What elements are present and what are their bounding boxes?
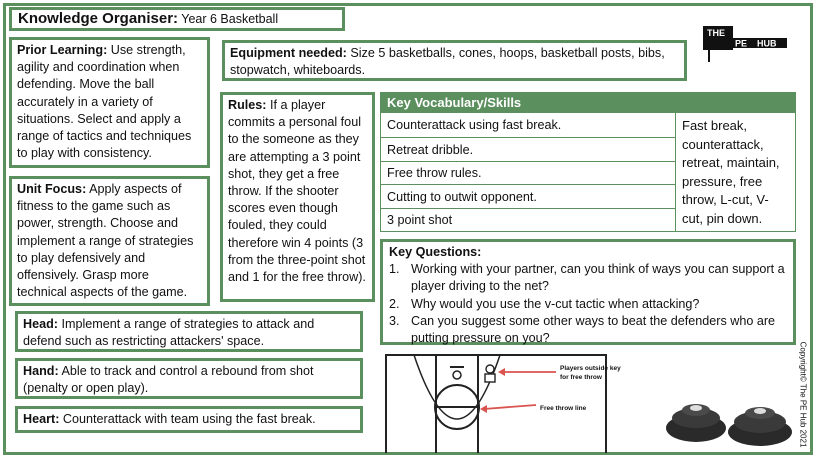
- question-number: 2.: [389, 296, 400, 311]
- arrow-icon: [498, 368, 505, 376]
- question-number: 3.: [389, 313, 400, 328]
- label-free-throw-line: Free throw line: [540, 405, 587, 412]
- heart-box: [15, 406, 363, 433]
- logo-pe: PE: [735, 38, 748, 49]
- arrow-icon: [480, 405, 487, 413]
- vocab-heading: Key Vocabulary/Skills: [381, 93, 795, 113]
- prior-learning-box: [9, 37, 210, 168]
- pe-hub-logo: [703, 24, 787, 64]
- heart-label: Heart:: [23, 412, 60, 426]
- question-text: Why would you use the v-cut tactic when attacking?: [411, 296, 700, 311]
- page-title: [9, 7, 345, 31]
- cones-image: [662, 388, 796, 450]
- equipment-box: [222, 40, 687, 81]
- unit-focus-label: Unit Focus:: [17, 182, 87, 196]
- hand-box: [15, 358, 363, 399]
- title-sub: Year 6 Basketball: [181, 12, 279, 26]
- unit-focus-box: [9, 176, 210, 306]
- copyright-notice: [796, 340, 808, 450]
- vocab-row: Retreat dribble.: [381, 137, 675, 161]
- question-number: 1.: [389, 262, 400, 277]
- equipment-label: Equipment needed:: [230, 46, 347, 60]
- logo-hub: HUB: [757, 38, 777, 49]
- hand-text: Able to track and control a rebound from shot (penalty or open play).: [23, 364, 314, 396]
- label-key: Players outside key for free throw: [560, 365, 621, 381]
- prior-learning-label: Prior Learning:: [17, 43, 108, 57]
- rules-box: [220, 92, 375, 302]
- question-item: [389, 261, 787, 295]
- logo-the: THE: [707, 28, 725, 38]
- title-main: Knowledge Organiser:: [18, 10, 179, 27]
- equipment-text: Size 5 basketballs, cones, hoops, basketball posts, bibs, stopwatch, whiteboards.: [230, 46, 665, 78]
- question-item: [389, 296, 787, 313]
- vocab-table: [380, 92, 796, 232]
- question-text: Can you suggest some other ways to beat the defenders who are putting pressure on you?: [411, 313, 776, 346]
- copyright-text: Copyright© The PE Hub 2021: [798, 341, 808, 448]
- head-text: Implement a range of strategies to attack and defend such as restricting attackers' space.: [23, 317, 315, 349]
- vocab-row: Free throw rules.: [381, 161, 675, 184]
- vocab-keywords: Fast break, counterattack, retreat, maintain, pressure, free throw, L-cut, V-cut, pin down.: [675, 113, 795, 231]
- heart-text: Counterattack with team using the fast break.: [62, 412, 316, 426]
- rules-label: Rules:: [228, 98, 267, 112]
- head-box: [15, 311, 363, 352]
- vocab-row: 3 point shot: [381, 208, 675, 231]
- vocab-row: Cutting to outwit opponent.: [381, 184, 675, 208]
- key-questions-box: [380, 239, 796, 345]
- rules-text: If a player commits a personal foul to the someone as they are attempting a 3 point shot, they get a free throw. If the shooter scores even though fouled, they could therefore win 4 points (3 from the three-point shot and 1 for the free throw).: [228, 98, 366, 285]
- key-questions-label: Key Questions:: [389, 245, 482, 259]
- question-item: [389, 313, 787, 347]
- vocab-row: Counterattack using fast break.: [387, 118, 562, 132]
- player-icon: [485, 365, 495, 382]
- court-diagram: [384, 353, 668, 453]
- unit-focus-text: Apply aspects of fitness to the game such as power, strength. Choose and implement a range of strategies to play defensively and offensively. Grasp more technical aspects of the game.: [17, 182, 194, 300]
- prior-learning-text: Use strength, agility and coordination when defending. Move the ball accurately in a variety of situations. Select and apply a range of tactics and techniques to play with consistency.: [17, 43, 192, 161]
- head-label: Head:: [23, 317, 58, 331]
- hand-label: Hand:: [23, 364, 59, 378]
- question-text: Working with your partner, can you think of ways you can support a player driving to the net?: [411, 262, 785, 294]
